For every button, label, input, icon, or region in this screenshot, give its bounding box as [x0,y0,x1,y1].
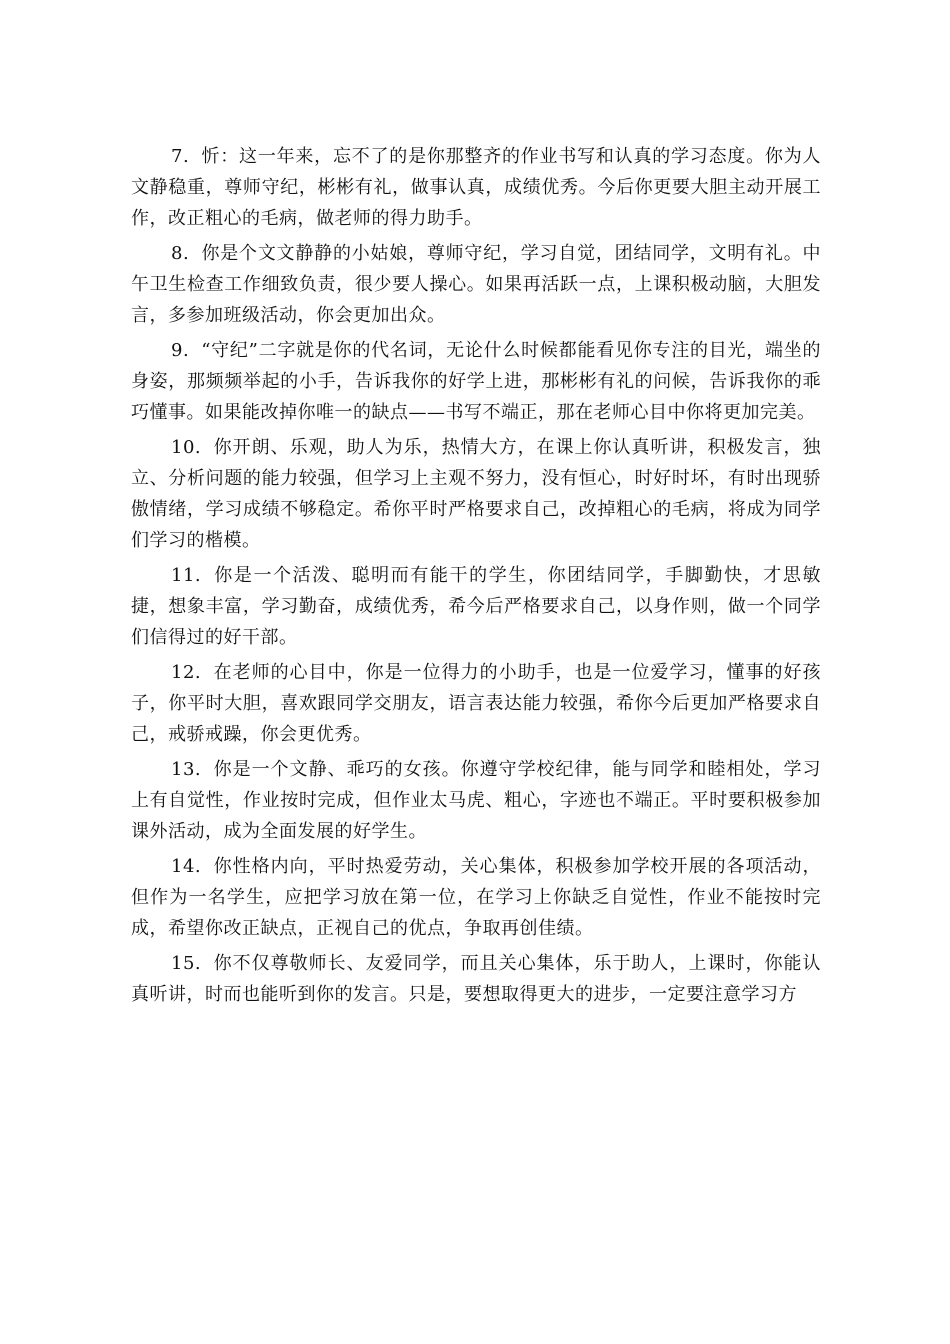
paragraph-text: 你是个文文静静的小姑娘，尊师守纪，学习自觉，团结同学，文明有礼。中午卫生检查工作细致负责，很少要人操心。如果再活跃一点，上课积极动脑，大胆发言，多参加班级活动，你会更加出众。 [131,243,821,326]
comment-paragraph-13 [131,754,821,847]
paragraph-text: “守纪”二字就是你的代名词，无论什么时候都能看见你专注的目光，端坐的身姿，那频频举起的小手，告诉我你的好学上进，那彬彬有礼的问候，告诉我你的乖巧懂事。如果能改掉你唯一的缺点——书写不端正，那在老师心目中你将更加完美。 [131,340,821,423]
comment-paragraph-10 [131,432,821,556]
paragraph-number: 9. [171,340,190,361]
paragraph-number: 13. [171,759,202,780]
paragraph-number: 8. [171,243,190,264]
comment-paragraph-15 [131,948,821,1010]
paragraph-text: 你是一个活泼、聪明而有能干的学生，你团结同学，手脚勤快，才思敏捷，想象丰富，学习勤奋，成绩优秀，希今后严格要求自己，以身作则，做一个同学们信得过的好干部。 [131,565,821,648]
paragraph-text: 你性格内向，平时热爱劳动，关心集体，积极参加学校开展的各项活动，但作为一名学生，应把学习放在第一位，在学习上你缺乏自觉性，作业不能按时完成，希望你改正缺点，正视自己的优点，争取再创佳绩。 [131,856,821,939]
comment-paragraph-12 [131,657,821,750]
paragraph-number: 15. [171,953,202,974]
paragraph-text: 你是一个文静、乖巧的女孩。你遵守学校纪律，能与同学和睦相处，学习上有自觉性，作业按时完成，但作业太马虎、粗心，字迹也不端正。平时要积极参加课外活动，成为全面发展的好学生。 [131,759,821,842]
paragraph-text: 你不仅尊敬师长、友爱同学，而且关心集体，乐于助人，上课时，你能认真听讲，时而也能听到你的发言。只是，要想取得更大的进步，一定要注意学习方 [131,953,821,1005]
document-body [131,141,821,1010]
paragraph-number: 12. [171,662,202,683]
paragraph-number: 11. [171,565,202,586]
paragraph-text: 忻：这一年来，忘不了的是你那整齐的作业书写和认真的学习态度。你为人文静稳重，尊师守纪，彬彬有礼，做事认真，成绩优秀。今后你更要大胆主动开展工作，改正粗心的毛病，做老师的得力助手。 [131,146,821,229]
paragraph-text: 你开朗、乐观，助人为乐，热情大方，在课上你认真听讲，积极发言，独立、分析问题的能力较强，但学习上主观不努力，没有恒心，时好时坏，有时出现骄傲情绪，学习成绩不够稳定。希你平时严格要求自己，改掉粗心的毛病，将成为同学们学习的楷模。 [131,437,821,551]
paragraph-number: 7. [171,146,190,167]
comment-paragraph-8 [131,238,821,331]
comment-paragraph-7 [131,141,821,234]
paragraph-text: 在老师的心目中，你是一位得力的小助手，也是一位爱学习，懂事的好孩子，你平时大胆，喜欢跟同学交朋友，语言表达能力较强，希你今后更加严格要求自己，戒骄戒躁，你会更优秀。 [131,662,821,745]
comment-paragraph-9 [131,335,821,428]
comment-paragraph-14 [131,851,821,944]
comment-paragraph-11 [131,560,821,653]
paragraph-number: 10. [171,437,202,458]
paragraph-number: 14. [171,856,202,877]
